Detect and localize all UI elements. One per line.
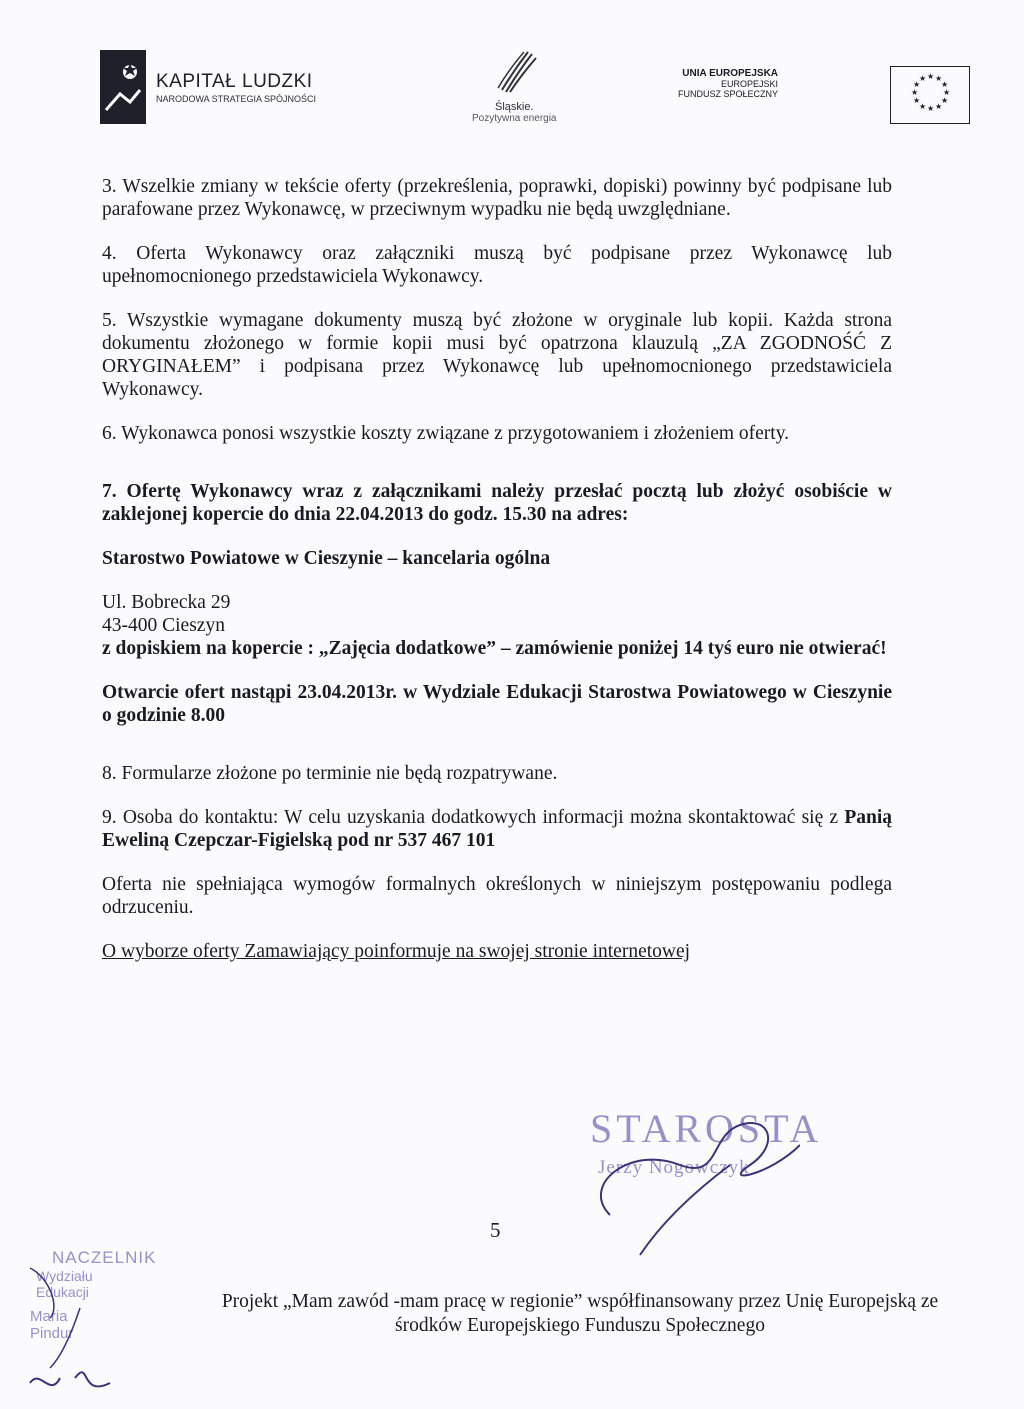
stamp2-line2: Wydziału Edukacji [36,1268,93,1300]
svg-text:★: ★ [919,74,927,83]
paragraph-7: 7. Ofertę Wykonawcy wraz z załącznikami należy przesłać pocztą lub złożyć osobiście w zaklejonej kopercie do dnia 22.04.2013 do godz. 15.30 na adres: [102,481,892,525]
paragraph-8: 8. Formularze złożone po terminie nie będą rozpatrywane. [102,763,558,784]
document-body [102,175,892,984]
paragraph-5: 5. Wszystkie wymagane dokumenty muszą być złożone w oryginale lub kopii. Każda strona dokumentu złożonego w formie kopii musi być opatrzona klauzulą „ZA ZGODNOŚĆ Z ORYGINAŁEM” i podpisana przez Wykonawcę lub upełnomocnionego przedstawiciela Wykonawcy. [102,310,892,400]
footer-line2: środków Europejskiego Funduszu Społecznego [395,1315,765,1336]
starosta-stamp [590,1105,823,1205]
paragraph-10: Oferta nie spełniająca wymogów formalnych określonych w niniejszym postępowaniu podlega odrzuceniu. [102,874,892,918]
svg-text:★: ★ [941,96,949,105]
svg-text:★: ★ [927,104,935,113]
svg-text:★: ★ [919,102,927,111]
contact-person: Panią Eweliną Czepczar-Figielską pod nr 537 467 101 [102,807,892,851]
page-number: 5 [490,1218,501,1242]
document-footer [200,1290,960,1338]
svg-text:★: ★ [935,102,943,111]
eu-line3: FUNDUSZ SPOŁECZNY [678,89,779,99]
eu-line1: UNIA EUROPEJSKA [682,68,779,79]
address-street: Ul. Bobrecka 29 [102,592,231,613]
eu-label [678,68,778,99]
svg-text:★: ★ [943,88,951,97]
svg-text:★: ★ [911,88,919,97]
signature-icon [570,1105,800,1275]
opening-info: Otwarcie ofert nastąpi 23.04.2013r. w Wydziale Edukacji Starostwa Powiatowego w Cieszynie o godzinie 8.00 [102,682,892,726]
kapital-ludzki-logo [100,50,316,124]
address-city: 43-400 Cieszyn [102,615,225,636]
paragraph-9 [102,806,892,852]
eu-flag-icon [890,66,970,124]
eu-line2: EUROPEJSKI [721,79,779,89]
slaskie-waves-icon [484,50,544,94]
kapital-ludzki-subtitle: NARODOWA STRATEGIA SPÓJNOŚCI [156,93,317,104]
paragraph-11: O wyborze oferty Zamawiający poinformuje na swojej stronie internetowej [102,941,691,962]
footer-line1: Projekt „Mam zawód -mam pracę w regionie” współfinansowany przez Unię Europejską ze [221,1291,939,1312]
kapital-ludzki-title: KAPITAŁ LUDZKI [156,70,313,92]
stamp2-line3: Maria Pindur [30,1308,74,1342]
paragraph-3: 3. Wszelkie zmiany w tekście oferty (przekreślenia, poprawki, dopiski) powinny być podpisane lub parafowane przez Wykonawcę, w przeciwnym wypadku nie będą uwzględniane. [102,176,892,220]
stamp2-line1: NACZELNIK [52,1248,157,1267]
svg-text:★: ★ [913,80,921,89]
svg-text:★: ★ [913,96,921,105]
initials-icon [20,1248,140,1398]
slaskie-tagline: Pozytywna energia [472,113,557,124]
svg-text:★: ★ [935,74,943,83]
slaskie-logo [472,50,557,124]
paragraph-9-text: 9. Osoba do kontaktu: W celu uzyskania dodatkowych informacji można skontaktować się z [102,807,845,828]
address-office: Starostwo Powiatowe w Cieszynie – kancelaria ogólna [102,548,551,569]
paragraph-4: 4. Oferta Wykonawcy oraz załączniki muszą być podpisane przez Wykonawcę lub upełnomocnionego przedstawiciela Wykonawcy. [102,243,892,287]
svg-text:★: ★ [941,80,949,89]
paragraph-6: 6. Wykonawca ponosi wszystkie koszty związane z przygotowaniem i złożeniem oferty. [102,423,790,444]
kapital-ludzki-emblem-icon [100,50,146,124]
address-note: z dopiskiem na kopercie : „Zajęcia dodatkowe” – zamówienie poniżej 14 tyś euro nie otwierać! [102,638,887,659]
slaskie-name: Śląskie. [494,101,534,113]
stamp-title: STAROSTA [590,1106,823,1151]
document-header [100,50,951,130]
stamp-name: Jerzy Nogowczyk [598,1157,750,1178]
svg-text:★: ★ [927,72,935,81]
